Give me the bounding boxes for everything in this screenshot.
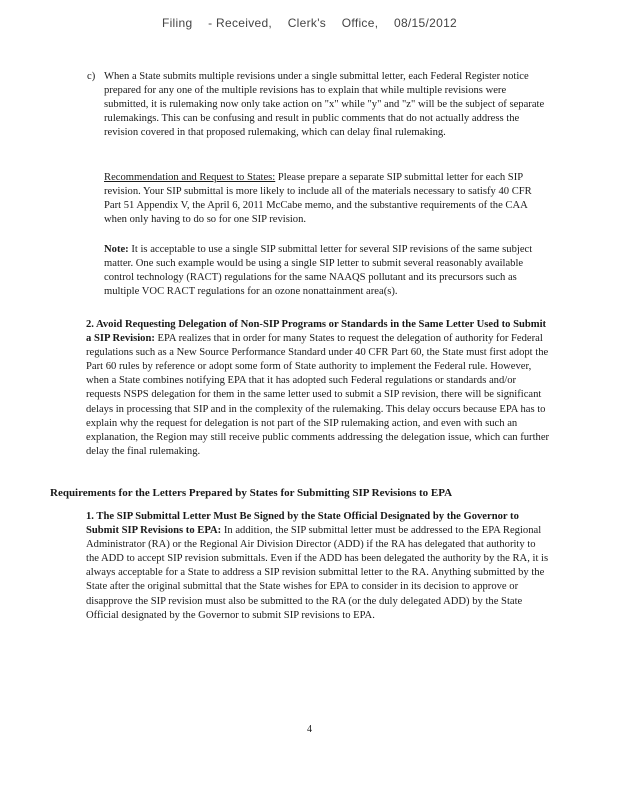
header-date: 08/15/2012 (393, 16, 458, 30)
note-paragraph (104, 243, 550, 299)
paragraph-c-text: When a State submits multiple revisions under a single submittal letter, each Federal Register notice prepared for any one of the multiple revisions has to explain that while multiple revisions were submitted, it is rulemaking now only take action on "x" while "y" and "z" will be the subject of separate rulemakings. This can be confusing and result in public comments that do not actually address the revision covered in that proposed rulemaking, which can delay final rulemaking. (104, 71, 545, 139)
recommendation-lead: Recommendation and Request to States: (104, 172, 276, 183)
header-filing: Filing (161, 16, 193, 30)
recommendation-text: Please prepare a separate SIP submittal letter for each SIP revision. Your SIP submittal is more likely to include all of the materials necessary to satisfy 40 CFR Part 51 Appendix V, the April 6, 2011 McCabe memo, and the substantive requirements of the CAA when only having to do so for one SIP revision. (104, 172, 532, 226)
page-number: 4 (307, 724, 312, 735)
section-heading: Requirements for the Letters Prepared by States for Submitting SIP Revisions to EPA (50, 487, 453, 499)
paragraph-c-marker: c) (87, 71, 96, 82)
item-2-text: EPA realizes that in order for many States to request the delegation of authority for Federal regulations such as a New Source Performance Standard under 40 CFR Part 60, the State must first adopt the Part 60 rules by reference or adopt some form of State authority to implement the Federal rule. However, when a State combines notifying EPA that it has adopted such Federal regulations or standards and/or requests NSPS delegation for them in the same letter used to submit a SIP revision, there will be significant delays in processing that SIP and in the complexity of the rulemaking. This delay occurs because EPA has to explain why the request for delegation is not part of the SIP rulemaking action, and even with such an explanation, the Region may still receive public comments addressing the delegation issue, which can further delay the final rulemaking. (86, 333, 550, 457)
item-2-heading: 2. Avoid Requesting Delegation of Non-SIP Programs or Standards in the Same Letter Used to Submit a SIP Revision: (86, 319, 547, 345)
header-received: - Received, (208, 16, 273, 30)
recommendation-paragraph (104, 171, 550, 227)
header-office: Office, (341, 16, 379, 30)
filing-stamp-header (0, 16, 619, 30)
item-1-paragraph (86, 510, 550, 623)
note-lead: Note: (104, 244, 129, 255)
item-1-heading: 1. The SIP Submittal Letter Must Be Signed by the State Official Designated by the Governor to Submit SIP Revisions to EPA: (86, 511, 519, 537)
note-text: It is acceptable to use a single SIP submittal letter for several SIP revisions of the same subject matter. One such example would be using a single SIP letter to submit several reasonably available control technology (RACT) regulations for the same NAAQS pollutant and its precursors such as multiple VOC RACT regulations for an ozone nonattainment area(s). (104, 244, 533, 298)
header-clerks: Clerk's (287, 16, 327, 30)
item-1-text: In addition, the SIP submittal letter must be addressed to the EPA Regional Administrator (RA) or the Regional Air Division Director (ADD) if the RA has delegated that authority to the ADD to accept SIP revision submittals. Even if the ADD has been delegated the authority by the RA, it is always acceptable for a State to address a SIP revision submittal letter to the RA. Anything submitted by the State after the original submittal that the State wishes for EPA to consider in its decision to approve or disapprove the SIP revision must also be submitted to the RA (or the duly delegated ADD) by the State Official designated by the Governor to submit SIP revisions to EPA. (86, 525, 549, 621)
item-2-paragraph (86, 318, 550, 459)
paragraph-c (87, 70, 550, 140)
